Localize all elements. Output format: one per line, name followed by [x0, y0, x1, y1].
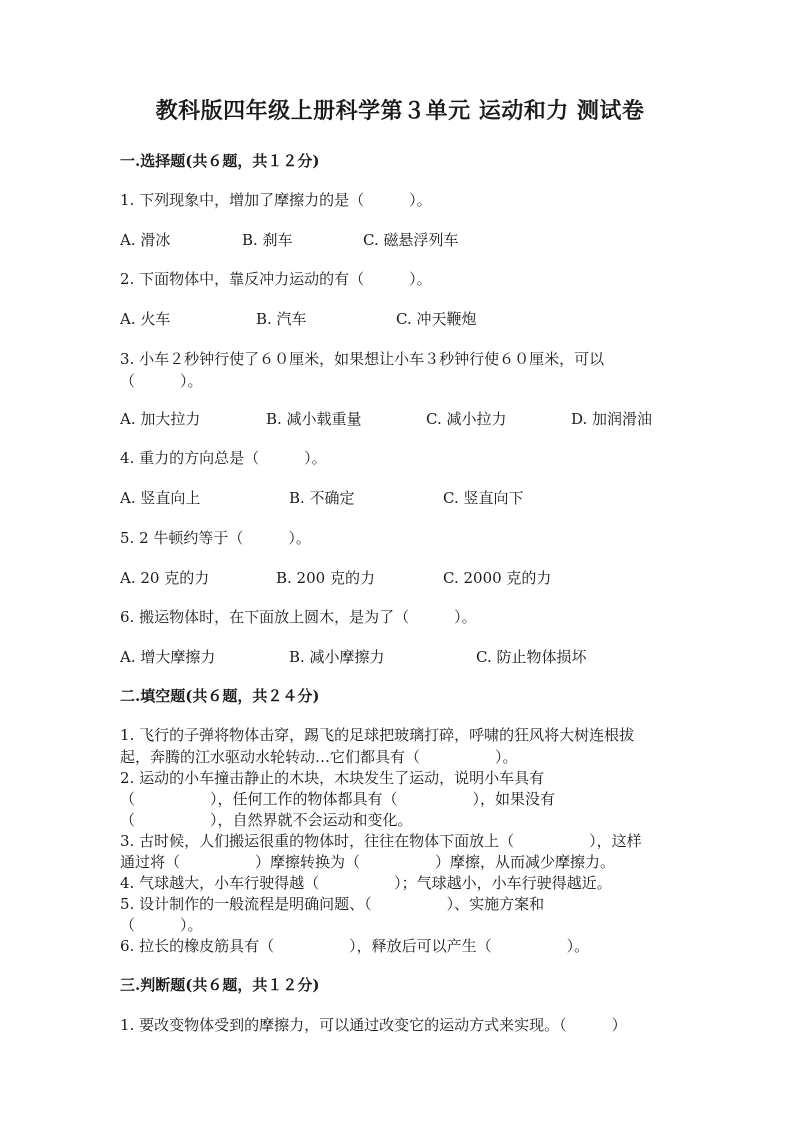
section-heading-true-false: 三.判断题(共６题，共１２分) — [120, 976, 320, 994]
question-mc-1: 1. 下列现象中，增加了摩擦力的是（ ）。 — [120, 191, 432, 209]
option-mc-3-b: B. 减小载重量 — [266, 410, 362, 428]
option-mc-1-a: A. 滑冰 — [120, 231, 171, 249]
fill-line-8: 4. 气球越大，小车行驶得越（ ）；气球越小，小车行驶得越近。 — [120, 874, 612, 892]
fill-line-7: 通过将（ ）摩擦转换为（ ）摩擦，从而减少摩擦力。 — [120, 853, 616, 871]
option-mc-4-a: A. 竖直向上 — [120, 489, 201, 507]
option-mc-5-b: B. 200 克的力 — [276, 569, 375, 587]
fill-line-2: 起，奔腾的江水驱动水轮转动…它们都具有（ ）。 — [120, 748, 518, 766]
option-mc-5-a: A. 20 克的力 — [120, 569, 210, 587]
option-mc-6-a: A. 增大摩擦力 — [120, 648, 216, 666]
fill-line-5: （ ），自然界就不会运动和变化。 — [120, 811, 413, 829]
question-mc-3-line-2: （ ）。 — [120, 372, 203, 390]
option-mc-6-c: C. 防止物体损坏 — [476, 648, 587, 666]
question-mc-4: 4. 重力的方向总是（ ）。 — [120, 449, 327, 467]
option-mc-2-a: A. 火车 — [120, 310, 171, 328]
option-mc-3-d: D. 加润滑油 — [571, 410, 653, 428]
option-mc-3-c: C. 减小拉力 — [426, 410, 507, 428]
option-mc-2-c: C. 冲天鞭炮 — [396, 310, 477, 328]
option-mc-3-a: A. 加大拉力 — [120, 410, 201, 428]
question-mc-2: 2. 下面物体中，靠反冲力运动的有（ ）。 — [120, 270, 432, 288]
option-mc-1-c: C. 磁悬浮列车 — [363, 231, 459, 249]
option-mc-4-b: B. 不确定 — [289, 489, 355, 507]
fill-line-11: 6. 拉长的橡皮筋具有（ ），释放后可以产生（ ）。 — [120, 937, 590, 955]
option-mc-4-c: C. 竖直向下 — [443, 489, 524, 507]
option-mc-1-b: B. 刹车 — [242, 231, 293, 249]
option-mc-2-b: B. 汽车 — [256, 310, 307, 328]
section-heading-multiple-choice: 一.选择题(共６题，共１２分) — [120, 152, 320, 170]
fill-line-6: 3. 古时候，人们搬运很重的物体时，往往在物体下面放上（ ），这样 — [120, 832, 642, 850]
question-mc-6: 6. 搬运物体时，在下面放上圆木，是为了（ ）。 — [120, 608, 477, 626]
section-heading-fill-in: 二.填空题(共６题，共２４分) — [120, 687, 320, 705]
option-mc-6-b: B. 减小摩擦力 — [289, 648, 385, 666]
fill-line-4: （ ），任何工作的物体都具有（ ），如果没有 — [120, 790, 556, 808]
page-title: 教科版四年级上册科学第３单元 运动和力 测试卷 — [155, 98, 645, 124]
question-mc-3-line-1: 3. 小车２秒钟行使了６０厘米，如果想让小车３秒钟行使６０厘米，可以 — [120, 350, 605, 368]
option-mc-5-c: C. 2000 克的力 — [443, 569, 552, 587]
question-tf-1: 1. 要改变物体受到的摩擦力，可以通过改变它的运动方式来实现。（ ） — [120, 1016, 627, 1034]
fill-line-1: 1. 飞行的子弹将物体击穿，踢飞的足球把玻璃打碎，呼啸的狂风将大树连根拔 — [120, 726, 635, 744]
question-mc-5: 5. 2 牛顿约等于（ ）。 — [120, 529, 311, 547]
fill-line-3: 2. 运动的小车撞击静止的木块，木块发生了运动，说明小车具有 — [120, 769, 545, 787]
fill-line-10: （ ）。 — [120, 916, 203, 934]
fill-line-9: 5. 设计制作的一般流程是明确问题、（ ）、实施方案和 — [120, 895, 545, 913]
